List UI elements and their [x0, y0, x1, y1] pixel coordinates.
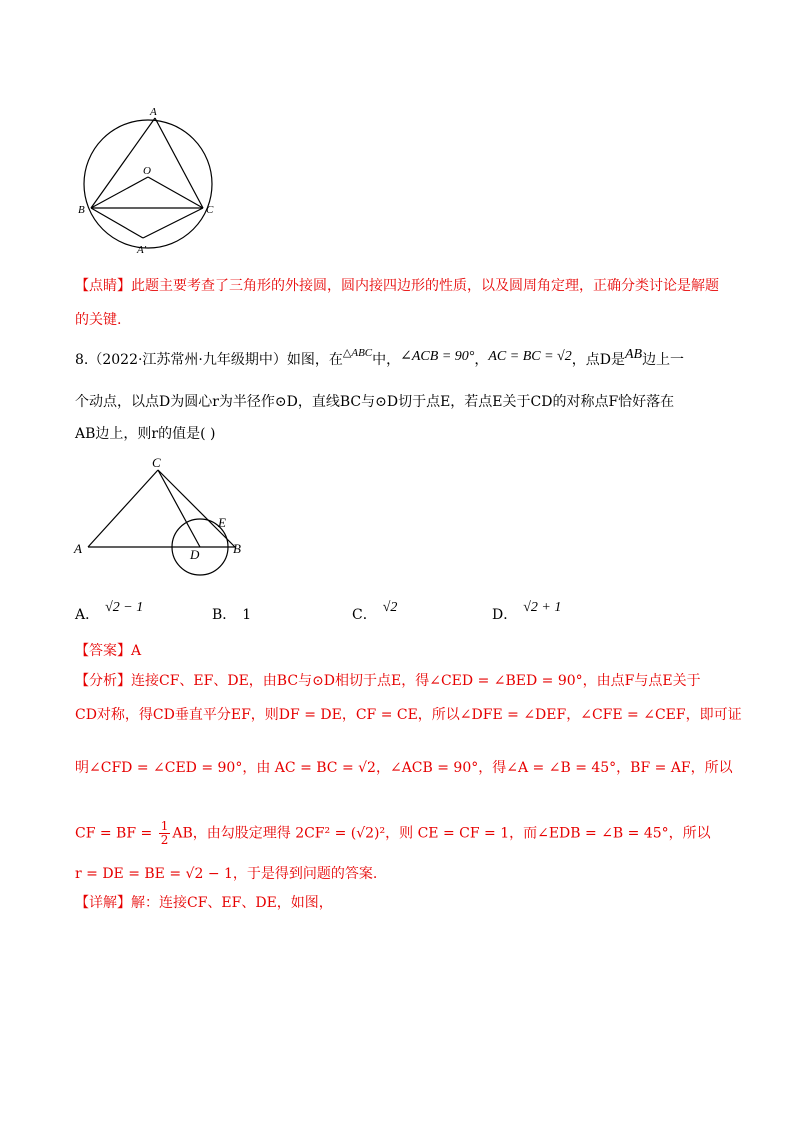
- segment-ob: [91, 177, 148, 208]
- label-b: B: [78, 204, 85, 216]
- option-d-letter: D．: [492, 607, 518, 623]
- fraction-numerator: 1: [160, 819, 169, 833]
- label-c-2: C: [152, 455, 161, 470]
- label-a-prime: A': [137, 244, 147, 256]
- circumcircle: [84, 120, 212, 248]
- fraction-denominator: 2: [160, 833, 169, 847]
- option-c[interactable]: [352, 596, 398, 623]
- label-a: A: [150, 106, 157, 118]
- detail-line: 【详解】解：连接CF、EF、DE，如图，: [75, 895, 333, 911]
- label-b-2: B: [233, 541, 241, 556]
- option-c-letter: C．: [352, 607, 377, 623]
- option-b-letter: B．: [212, 607, 237, 623]
- equal-sides: AC = BC = √2: [488, 349, 572, 364]
- problem-line-2: 个动点，以点D为圆心r为半径作⊙D，直线BC与⊙D切于点E，若点E关于CD的对称点F恰好落在: [75, 394, 675, 410]
- option-d-value: √2 + 1: [523, 600, 562, 615]
- note-line-2: 的关键.: [75, 312, 122, 328]
- problem-point-d: ，点D是: [571, 352, 625, 368]
- problem-line-1: [75, 347, 685, 371]
- label-a-2: A: [74, 541, 82, 556]
- option-b-value: 1: [242, 607, 252, 623]
- segment-cd-2: [158, 470, 200, 547]
- triangle-circle-figure: [70, 455, 260, 580]
- option-b[interactable]: [212, 604, 251, 624]
- problem-edge: 边上一: [642, 352, 685, 368]
- segment-ab: [91, 118, 155, 208]
- option-a-letter: A．: [75, 607, 100, 623]
- segment-ab-text: AB: [624, 347, 643, 362]
- problem-intro: 8.（2022·江苏常州·九年级期中）如图，在: [75, 352, 343, 368]
- problem-line-3: AB边上，则r的值是( ): [75, 426, 216, 442]
- answer-line: 【答案】A: [75, 643, 142, 659]
- label-e-2: E: [218, 515, 226, 530]
- option-a-value: √2 − 1: [105, 600, 144, 615]
- triangle-abc: △ABC: [342, 347, 373, 359]
- analysis-line-5: r = DE = BE = √2 − 1，于是得到问题的答案.: [75, 866, 378, 882]
- option-c-value: √2: [382, 600, 398, 615]
- segment-a-prime-b: [91, 208, 143, 238]
- segment-cb-2: [158, 470, 235, 547]
- analysis-rest: AB，由勾股定理得 2CF² = (√2)²，则 CE = CF = 1，而∠EDB = ∠B = 45°，所以: [172, 825, 711, 842]
- analysis-cf-bf: CF = BF =: [75, 825, 157, 842]
- problem-comma: ，: [474, 352, 489, 368]
- analysis-line-2: CD对称，得CD垂直平分EF，则DF = DE，CF = CE，所以∠DFE = ∠DEF，∠CFE = ∠CEF，即可证: [75, 707, 742, 723]
- label-d-2: D: [190, 547, 200, 562]
- label-o: O: [143, 165, 151, 177]
- analysis-line-1: 【分析】连接CF、EF、DE，由BC与⊙D相切于点E，得∠CED = ∠BED = 90°，由点F与点E关于: [75, 673, 701, 689]
- segment-a-prime-c: [143, 208, 203, 238]
- segment-ac-2: [88, 470, 158, 547]
- option-d[interactable]: [492, 596, 562, 623]
- analysis-line-3: 明∠CFD = ∠CED = 90°，由 AC = BC = √2，∠ACB = 90°，得∠A = ∠B = 45°，BF = AF，所以: [75, 760, 733, 776]
- label-c: C: [206, 204, 214, 216]
- option-a[interactable]: [75, 596, 144, 623]
- note-line-1: 【点睛】此题主要考查了三角形的外接圆，圆内接四边形的性质，以及圆周角定理，正确分类讨论是解题: [75, 278, 719, 294]
- angle-acb: ∠ACB = 90°: [400, 349, 475, 364]
- fraction-half: [159, 820, 171, 847]
- problem-zhong: 中，: [372, 352, 401, 368]
- analysis-line-4: [75, 820, 711, 847]
- circumcircle-figure: [75, 100, 225, 270]
